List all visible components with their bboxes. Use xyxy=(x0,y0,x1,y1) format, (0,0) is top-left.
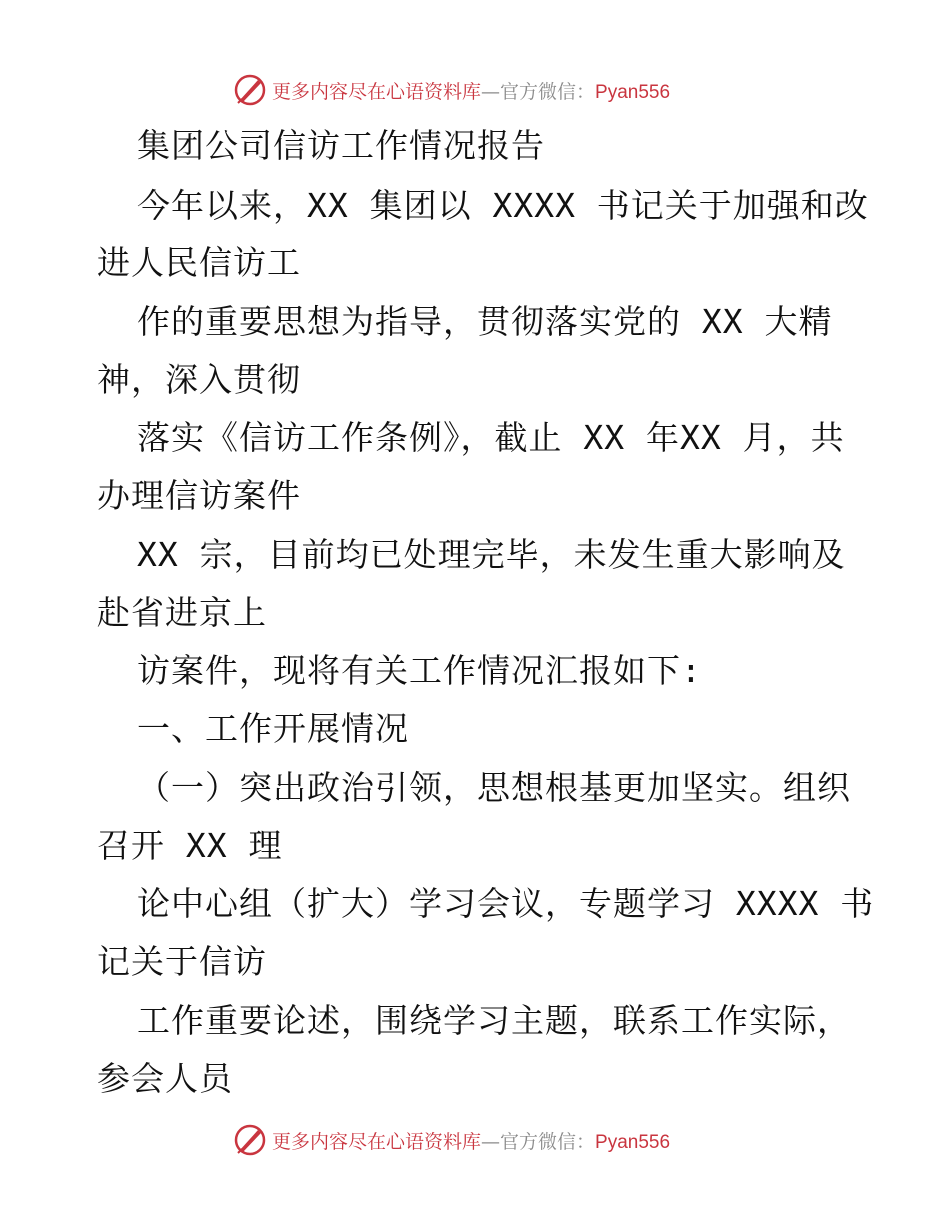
watermark-text xyxy=(272,1127,670,1154)
watermark-wechat-label: 官方微信： xyxy=(500,80,596,103)
paragraph-line: 今年以来，XX 集团以 XXXX 书记关于加强和改 xyxy=(137,186,869,225)
paragraph-line: 神，深入贯彻 xyxy=(97,360,301,399)
section-heading: 一、工作开展情况 xyxy=(137,709,409,748)
paragraph-line: 赴省进京上 xyxy=(97,593,267,632)
watermark-banner-bottom xyxy=(232,1120,670,1160)
watermark-banner-top xyxy=(232,70,670,110)
watermark-wechat-id: Pyan556 xyxy=(595,81,671,103)
paragraph-line: 召开 XX 理 xyxy=(97,826,283,865)
document-title: 集团公司信访工作情况报告 xyxy=(137,126,545,165)
paragraph-line: 工作重要论述，围绕学习主题，联系工作实际， xyxy=(137,1001,851,1040)
watermark-text xyxy=(272,77,670,104)
subsection-heading: （一）突出政治引领，思想根基更加坚实。组织 xyxy=(137,768,851,807)
paragraph-line: 论中心组（扩大）学习会议，专题学习 XXXX 书 xyxy=(137,884,875,923)
quill-pen-logo-icon xyxy=(232,72,268,108)
paragraph-line: 落实《信访工作条例》，截止 XX 年XX 月，共 xyxy=(137,418,845,457)
watermark-wechat-id: Pyan556 xyxy=(595,1131,671,1153)
paragraph-line: 访案件，现将有关工作情况汇报如下: xyxy=(137,651,702,690)
quill-pen-logo-icon xyxy=(232,1122,268,1158)
paragraph-line: 进人民信访工 xyxy=(97,243,301,282)
watermark-prefix: 更多内容尽在心语资料库 xyxy=(272,1130,482,1153)
watermark-wechat-label: 官方微信： xyxy=(500,1130,596,1153)
paragraph-line: 办理信访案件 xyxy=(97,476,301,515)
paragraph-line: 记关于信访 xyxy=(97,942,267,981)
paragraph-line: 作的重要思想为指导，贯彻落实党的 XX 大精 xyxy=(137,302,833,341)
watermark-prefix: 更多内容尽在心语资料库 xyxy=(272,80,482,103)
paragraph-line: 参会人员 xyxy=(97,1059,233,1098)
watermark-dash: — xyxy=(481,1130,501,1153)
paragraph-line: XX 宗，目前均已处理完毕，未发生重大影响及 xyxy=(137,535,846,574)
watermark-dash: — xyxy=(481,80,501,103)
